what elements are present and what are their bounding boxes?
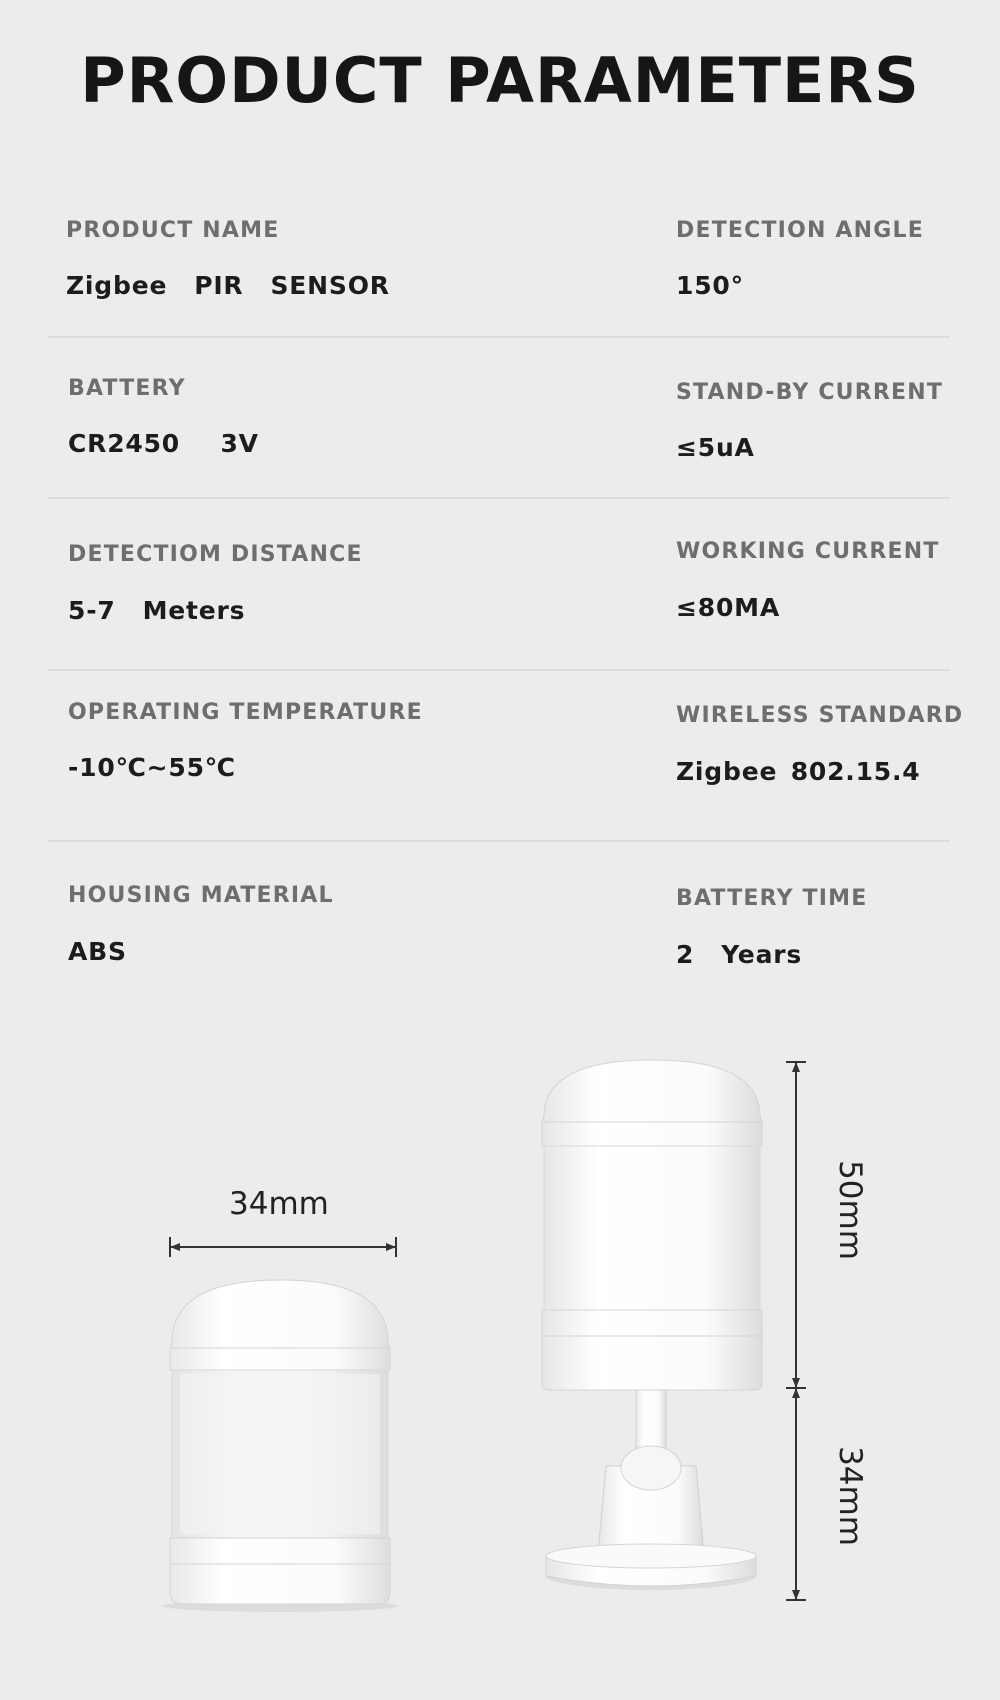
- height-body-dimension-label: 50mm: [831, 1160, 868, 1260]
- spec-value-housing-material: ABS: [68, 937, 127, 966]
- spec-value-battery: CR2450 3V: [68, 429, 259, 458]
- spec-label-battery-time: BATTERY TIME: [676, 886, 868, 911]
- spec-label-detection-angle: DETECTION ANGLE: [676, 218, 924, 243]
- pir-sensor-image: [160, 1270, 400, 1610]
- spec-value-product-name: Zigbee PIR SENSOR: [66, 271, 390, 300]
- width-dimension-label: 34mm: [229, 1186, 329, 1222]
- divider: [48, 669, 950, 671]
- spec-label-housing-material: HOUSING MATERIAL: [68, 883, 334, 908]
- spec-value-operating-temperature: -10℃~55℃: [68, 753, 236, 782]
- height-stand-dimension-label: 34mm: [831, 1446, 868, 1546]
- spec-label-operating-temperature: OPERATING TEMPERATURE: [68, 700, 423, 725]
- spec-label-detection-distance: DETECTIOM DISTANCE: [68, 542, 363, 567]
- height-dimension-arrow: [781, 1058, 811, 1618]
- divider: [48, 336, 950, 338]
- divider: [48, 497, 950, 499]
- spec-value-working-current: ≤80MA: [676, 593, 780, 622]
- spec-value-wireless-standard: Zigbee 802.15.4: [676, 757, 921, 786]
- width-dimension-arrow: [160, 1232, 400, 1262]
- spec-label-battery: BATTERY: [68, 376, 186, 401]
- spec-label-working-current: WORKING CURRENT: [676, 539, 940, 564]
- spec-label-standby-current: STAND-BY CURRENT: [676, 380, 944, 405]
- spec-value-detection-distance: 5-7 Meters: [68, 596, 246, 625]
- page-title: PRODUCT PARAMETERS: [80, 44, 920, 117]
- spec-value-detection-angle: 150°: [676, 271, 744, 300]
- spec-label-product-name: PRODUCT NAME: [66, 218, 280, 243]
- divider: [48, 840, 950, 842]
- spec-label-wireless-standard: WIRELESS STANDARD: [676, 703, 964, 728]
- spec-value-battery-time: 2 Years: [676, 940, 803, 969]
- spec-value-standby-current: ≤5uA: [676, 433, 755, 462]
- pir-sensor-with-stand-image: [540, 1056, 770, 1616]
